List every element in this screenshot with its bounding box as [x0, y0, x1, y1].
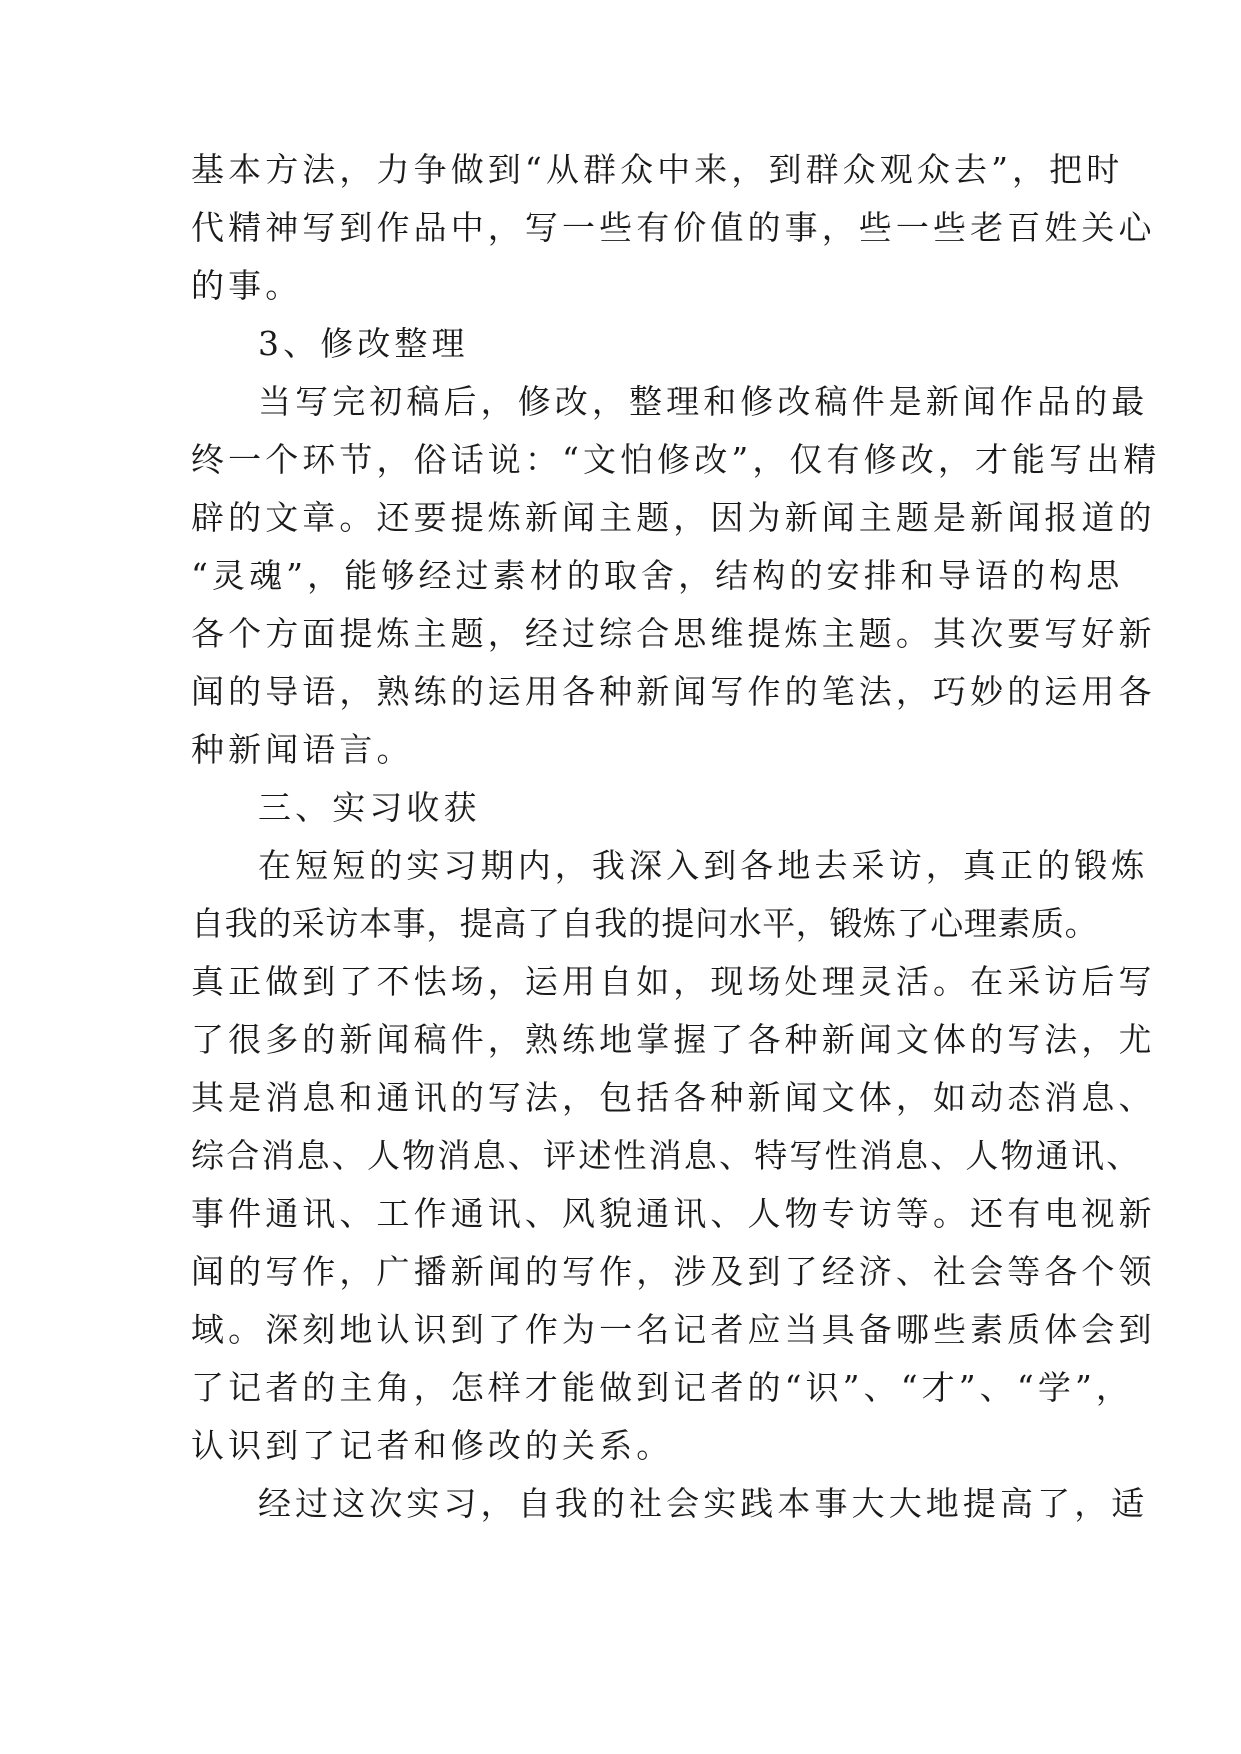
text-line: 经过这次实习，自我的社会实践本事大大地提高了，适 [258, 1484, 1149, 1523]
text-line: 的事。 [191, 266, 303, 305]
section-heading: 三、实习收获 [258, 788, 481, 827]
text-line: 种新闻语言。 [191, 730, 414, 769]
section-heading: 3、修改整理 [258, 324, 469, 363]
text-line: 闻的写作，广播新闻的写作，涉及到了经济、社会等各个领 [191, 1252, 1156, 1291]
text-line: 域。深刻地认识到了作为一名记者应当具备哪些素质体会到 [191, 1310, 1156, 1349]
text-line: 在短短的实习期内，我深入到各地去采访，真正的锻炼 [258, 846, 1149, 885]
text-line: 真正做到了不怯场，运用自如，现场处理灵活。在采访后写 [191, 962, 1156, 1001]
text-line: 事件通讯、工作通讯、风貌通讯、人物专访等。还有电视新 [191, 1194, 1156, 1233]
text-line: 代精神写到作品中，写一些有价值的事，些一些老百姓关心 [191, 208, 1156, 247]
text-line: “灵魂”，能够经过素材的取舍，结构的安排和导语的构思 [191, 556, 1124, 595]
text-line: 闻的导语，熟练的运用各种新闻写作的笔法，巧妙的运用各 [191, 672, 1156, 711]
text-line: 认识到了记者和修改的关系。 [191, 1426, 674, 1465]
text-line: 了很多的新闻稿件，熟练地掌握了各种新闻文体的写法，尤 [191, 1020, 1156, 1059]
text-line: 了记者的主角，怎样才能做到记者的“识”、“才”、“学”， [191, 1368, 1134, 1407]
text-line: 辟的文章。还要提炼新闻主题，因为新闻主题是新闻报道的 [191, 498, 1156, 537]
text-line: 当写完初稿后，修改，整理和修改稿件是新闻作品的最 [258, 382, 1149, 421]
text-line: 自我的采访本事，提高了自我的提问水平，锻炼了心理素质。 [191, 904, 1099, 943]
text-line: 基本方法，力争做到“从群众中来，到群众观众去”，把时 [191, 150, 1124, 189]
text-line: 综合消息、人物消息、评述性消息、特写性消息、人物通讯、 [191, 1136, 1142, 1175]
text-line: 其是消息和通讯的写法，包括各种新闻文体，如动态消息、 [191, 1078, 1156, 1117]
text-line: 各个方面提炼主题，经过综合思维提炼主题。其次要写好新 [191, 614, 1156, 653]
text-line: 终一个环节，俗话说：“文怕修改”，仅有修改，才能写出精 [191, 440, 1161, 479]
